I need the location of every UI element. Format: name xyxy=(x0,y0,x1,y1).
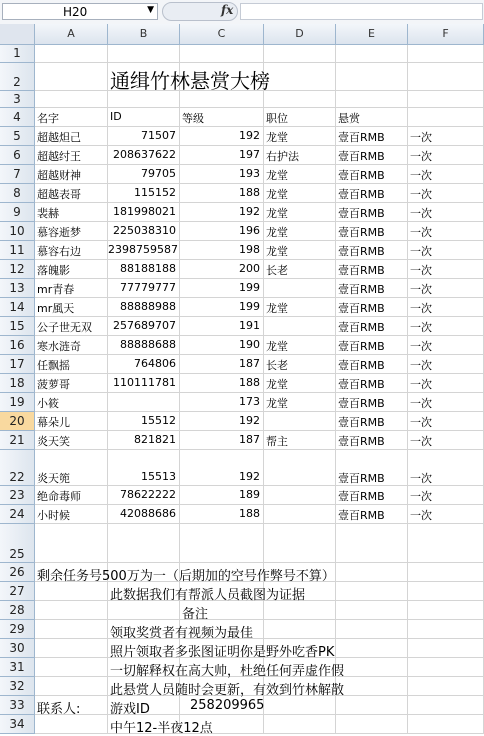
row-gridline xyxy=(35,164,484,165)
record-times[interactable]: 一次 xyxy=(410,302,432,315)
record-times[interactable]: 一次 xyxy=(410,226,432,239)
record-name[interactable]: 寒水涟奇 xyxy=(37,340,81,353)
row-gridline xyxy=(35,183,484,184)
note-remaining: 剩余任务号500万为一（后期加的空号作弊号不算） xyxy=(37,569,335,584)
record-id[interactable]: 78622222 xyxy=(120,488,176,501)
record-reward[interactable]: 壹百RMB xyxy=(338,226,385,239)
record-level[interactable]: 192 xyxy=(239,470,260,483)
header-position: 职位 xyxy=(266,112,288,125)
record-id[interactable]: 225038310 xyxy=(113,224,176,237)
row-gridline xyxy=(35,619,484,620)
record-position[interactable]: 右护法 xyxy=(266,150,299,163)
column-header-e[interactable]: E xyxy=(336,24,408,45)
record-id[interactable]: 88888688 xyxy=(120,338,176,351)
note-video: 领取奖赏者有视频为最佳 xyxy=(110,626,254,641)
record-name[interactable]: 裴赫 xyxy=(37,207,59,220)
row-gridline xyxy=(35,504,484,505)
record-reward[interactable]: 壹百RMB xyxy=(338,435,385,448)
row-gridline xyxy=(35,562,484,563)
record-level[interactable]: 188 xyxy=(239,186,260,199)
record-id[interactable]: 79705 xyxy=(141,167,176,180)
row-header-29[interactable]: 29 xyxy=(0,620,35,639)
record-level[interactable]: 188 xyxy=(239,376,260,389)
record-times[interactable]: 一次 xyxy=(410,435,432,448)
record-reward[interactable]: 壹百RMB xyxy=(338,302,385,315)
row-header-31[interactable]: 31 xyxy=(0,658,35,677)
row-header-3[interactable]: 3 xyxy=(0,91,35,108)
record-times[interactable]: 一次 xyxy=(410,378,432,391)
record-name[interactable]: 绝命毒师 xyxy=(37,490,81,503)
row-gridline xyxy=(35,430,484,431)
record-name[interactable]: 慕容右边 xyxy=(37,245,81,258)
record-times[interactable]: 一次 xyxy=(410,150,432,163)
column-header-b[interactable]: B xyxy=(108,24,180,45)
record-times[interactable]: 一次 xyxy=(410,207,432,220)
record-reward[interactable]: 壹百RMB xyxy=(338,131,385,144)
record-name[interactable]: 慕容逝梦 xyxy=(37,226,81,239)
record-times[interactable]: 一次 xyxy=(410,245,432,258)
record-reward[interactable]: 壹百RMB xyxy=(338,472,385,485)
record-level[interactable]: 199 xyxy=(239,300,260,313)
header-id: ID xyxy=(110,110,122,123)
sheet-title: 通缉竹林悬赏大榜 xyxy=(110,69,270,93)
record-position[interactable]: 龙堂 xyxy=(266,226,288,239)
record-reward[interactable]: 壹百RMB xyxy=(338,264,385,277)
row-gridline xyxy=(35,259,484,260)
record-id[interactable]: 88188188 xyxy=(120,262,176,275)
record-level[interactable]: 187 xyxy=(239,357,260,370)
row-gridline xyxy=(35,335,484,336)
record-reward[interactable]: 壹百RMB xyxy=(338,416,385,429)
record-name[interactable]: 公子世无双 xyxy=(37,321,92,334)
record-times[interactable]: 一次 xyxy=(410,131,432,144)
record-name[interactable]: 超越财神 xyxy=(37,169,81,182)
row-header-25[interactable]: 25 xyxy=(0,524,35,563)
row-header-22[interactable]: 22 xyxy=(0,450,35,486)
row-gridline xyxy=(35,354,484,355)
row-header-21[interactable]: 21 xyxy=(0,431,35,450)
row-header-11[interactable]: 11 xyxy=(0,241,35,260)
record-position[interactable]: 龙堂 xyxy=(266,397,288,410)
record-position[interactable]: 龙堂 xyxy=(266,188,288,201)
row-gridline xyxy=(35,126,484,127)
column-gridline xyxy=(335,45,336,734)
record-times[interactable]: 一次 xyxy=(410,472,432,485)
record-level[interactable]: 193 xyxy=(239,167,260,180)
record-id[interactable]: 821821 xyxy=(134,433,176,446)
record-times[interactable]: 一次 xyxy=(410,509,432,522)
column-header-a[interactable]: A xyxy=(35,24,108,45)
record-level[interactable]: 173 xyxy=(239,395,260,408)
record-id[interactable]: 115152 xyxy=(134,186,176,199)
row-gridline xyxy=(35,145,484,146)
record-reward[interactable]: 壹百RMB xyxy=(338,340,385,353)
note-photo: 照片领取者多张图证明你是野外吃香PK xyxy=(110,645,335,660)
record-times[interactable]: 一次 xyxy=(410,359,432,372)
row-header-17[interactable]: 17 xyxy=(0,355,35,374)
row-header-16[interactable]: 16 xyxy=(0,336,35,355)
record-times[interactable]: 一次 xyxy=(410,283,432,296)
record-id[interactable]: 208637622 xyxy=(113,148,176,161)
row-header-14[interactable]: 14 xyxy=(0,298,35,317)
row-gridline xyxy=(35,449,484,450)
record-position[interactable]: 帮主 xyxy=(266,435,288,448)
row-gridline xyxy=(35,278,484,279)
record-name[interactable]: 幕朵儿 xyxy=(37,416,70,429)
record-reward[interactable]: 壹百RMB xyxy=(338,150,385,163)
row-gridline xyxy=(35,107,484,108)
column-header-f[interactable]: F xyxy=(408,24,484,45)
record-level[interactable]: 200 xyxy=(239,262,260,275)
record-id[interactable]: 88888988 xyxy=(120,300,176,313)
row-header-6[interactable]: 6 xyxy=(0,146,35,165)
contact-game-label: 游戏ID xyxy=(110,702,150,717)
record-level[interactable]: 192 xyxy=(239,414,260,427)
contact-label: 联系人: xyxy=(37,702,81,717)
record-level[interactable]: 190 xyxy=(239,338,260,351)
row-header-23[interactable]: 23 xyxy=(0,486,35,505)
record-name[interactable]: mr青春 xyxy=(37,283,75,296)
row-header-1[interactable]: 1 xyxy=(0,45,35,63)
record-id[interactable]: 181998021 xyxy=(113,205,176,218)
column-header-c[interactable]: C xyxy=(180,24,264,45)
record-level[interactable]: 192 xyxy=(239,129,260,142)
row-header-26[interactable]: 26 xyxy=(0,563,35,582)
record-name[interactable]: 菠萝哥 xyxy=(37,378,70,391)
row-header-10[interactable]: 10 xyxy=(0,222,35,241)
formula-bar xyxy=(0,0,484,25)
contact-hours: 中午12-半夜12点 xyxy=(110,721,213,736)
column-header-d[interactable]: D xyxy=(264,24,336,45)
record-position[interactable]: 龙堂 xyxy=(266,245,288,258)
record-position[interactable]: 龙堂 xyxy=(266,378,288,391)
row-header-15[interactable]: 15 xyxy=(0,317,35,336)
row-header-28[interactable]: 28 xyxy=(0,601,35,620)
record-times[interactable]: 一次 xyxy=(410,188,432,201)
record-level[interactable]: 197 xyxy=(239,148,260,161)
record-position[interactable]: 龙堂 xyxy=(266,340,288,353)
record-level[interactable]: 199 xyxy=(239,281,260,294)
record-position[interactable]: 龙堂 xyxy=(266,131,288,144)
record-level[interactable]: 187 xyxy=(239,433,260,446)
row-header-27[interactable]: 27 xyxy=(0,582,35,601)
record-position[interactable]: 龙堂 xyxy=(266,302,288,315)
record-position[interactable]: 龙堂 xyxy=(266,169,288,182)
record-level[interactable]: 196 xyxy=(239,224,260,237)
record-reward[interactable]: 壹百RMB xyxy=(338,378,385,391)
row-gridline xyxy=(35,714,484,715)
row-gridline xyxy=(35,733,484,734)
record-reward[interactable]: 壹百RMB xyxy=(338,207,385,220)
row-header-30[interactable]: 30 xyxy=(0,639,35,658)
row-gridline xyxy=(35,240,484,241)
record-name[interactable]: 炎天笑 xyxy=(37,435,70,448)
header-reward: 悬赏 xyxy=(338,112,360,125)
row-header-18[interactable]: 18 xyxy=(0,374,35,393)
chevron-down-icon[interactable]: ▼ xyxy=(147,5,154,15)
row-gridline xyxy=(35,221,484,222)
row-gridline xyxy=(35,523,484,524)
record-level[interactable]: 188 xyxy=(239,507,260,520)
record-id[interactable]: 71507 xyxy=(141,129,176,142)
row-header-5[interactable]: 5 xyxy=(0,127,35,146)
record-reward[interactable]: 壹百RMB xyxy=(338,397,385,410)
header-name: 名字 xyxy=(37,112,59,125)
record-times[interactable]: 一次 xyxy=(410,490,432,503)
insert-function-button[interactable]: fx xyxy=(221,3,234,17)
row-header-8[interactable]: 8 xyxy=(0,184,35,203)
record-name[interactable]: 超越纣王 xyxy=(37,150,81,163)
name-box-value: H20 xyxy=(63,5,88,19)
header-level: 等级 xyxy=(182,112,204,125)
record-name[interactable]: 小筱 xyxy=(37,397,59,410)
record-level[interactable]: 189 xyxy=(239,488,260,501)
record-position[interactable]: 长老 xyxy=(266,359,288,372)
column-gridline xyxy=(263,45,264,734)
record-level[interactable]: 191 xyxy=(239,319,260,332)
record-reward[interactable]: 壹百RMB xyxy=(338,283,385,296)
record-reward[interactable]: 壹百RMB xyxy=(338,169,385,182)
note-evidence: 此数据我们有帮派人员截图为证据 xyxy=(110,588,306,603)
record-id[interactable]: 42088686 xyxy=(120,507,176,520)
row-header-13[interactable]: 13 xyxy=(0,279,35,298)
record-name[interactable]: 炎天篼 xyxy=(37,472,70,485)
record-id[interactable]: 257689707 xyxy=(113,319,176,332)
row-header-32[interactable]: 32 xyxy=(0,677,35,696)
note-update: 此悬赏人员随时会更新，有效到竹林解散 xyxy=(110,683,345,698)
formula-input[interactable] xyxy=(240,3,483,20)
note-remark-label: 备注 xyxy=(182,607,209,622)
record-times[interactable]: 一次 xyxy=(410,169,432,182)
record-id[interactable]: 110111781 xyxy=(113,376,176,389)
formula-controls xyxy=(162,2,238,21)
row-gridline xyxy=(35,202,484,203)
record-id[interactable]: 15513 xyxy=(141,470,176,483)
record-id[interactable]: 2398759587 xyxy=(108,243,178,256)
record-name[interactable]: mr風天 xyxy=(37,302,75,315)
record-times[interactable]: 一次 xyxy=(410,416,432,429)
record-name[interactable]: 落魄影 xyxy=(37,264,70,277)
record-times[interactable]: 一次 xyxy=(410,397,432,410)
row-gridline xyxy=(35,392,484,393)
record-name[interactable]: 超越炟己 xyxy=(37,131,81,144)
record-times[interactable]: 一次 xyxy=(410,321,432,334)
record-reward[interactable]: 壹百RMB xyxy=(338,509,385,522)
row-header-20[interactable]: 20 xyxy=(0,412,35,431)
record-reward[interactable]: 壹百RMB xyxy=(338,245,385,258)
row-gridline xyxy=(35,373,484,374)
row-header-7[interactable]: 7 xyxy=(0,165,35,184)
record-name[interactable]: 超越表哥 xyxy=(37,188,81,201)
row-gridline xyxy=(35,316,484,317)
row-header-24[interactable]: 24 xyxy=(0,505,35,524)
contact-game-id: 258209965 xyxy=(190,698,265,713)
record-reward[interactable]: 壹百RMB xyxy=(338,188,385,201)
row-header-2[interactable]: 2 xyxy=(0,63,35,91)
name-box[interactable] xyxy=(2,3,158,20)
record-reward[interactable]: 壹百RMB xyxy=(338,490,385,503)
record-id[interactable]: 77779777 xyxy=(120,281,176,294)
record-reward[interactable]: 壹百RMB xyxy=(338,321,385,334)
select-all-corner[interactable] xyxy=(0,24,35,45)
record-times[interactable]: 一次 xyxy=(410,264,432,277)
row-gridline xyxy=(35,638,484,639)
row-header-34[interactable]: 34 xyxy=(0,715,35,734)
column-gridline xyxy=(407,45,408,734)
record-level[interactable]: 192 xyxy=(239,205,260,218)
record-position[interactable]: 龙堂 xyxy=(266,207,288,220)
row-gridline xyxy=(35,62,484,63)
record-position[interactable]: 长老 xyxy=(266,264,288,277)
record-id[interactable]: 764806 xyxy=(134,357,176,370)
row-gridline xyxy=(35,297,484,298)
row-header-33[interactable]: 33 xyxy=(0,696,35,715)
row-header-4[interactable]: 4 xyxy=(0,108,35,127)
row-gridline xyxy=(35,411,484,412)
row-header-19[interactable]: 19 xyxy=(0,393,35,412)
record-level[interactable]: 198 xyxy=(239,243,260,256)
row-header-12[interactable]: 12 xyxy=(0,260,35,279)
record-times[interactable]: 一次 xyxy=(410,340,432,353)
note-rights: 一切解释权在高大帅，杜绝任何弄虚作假 xyxy=(110,664,345,679)
row-header-9[interactable]: 9 xyxy=(0,203,35,222)
record-name[interactable]: 小时候 xyxy=(37,509,70,522)
record-reward[interactable]: 壹百RMB xyxy=(338,359,385,372)
record-id[interactable]: 15512 xyxy=(141,414,176,427)
record-name[interactable]: 任飘摇 xyxy=(37,359,70,372)
